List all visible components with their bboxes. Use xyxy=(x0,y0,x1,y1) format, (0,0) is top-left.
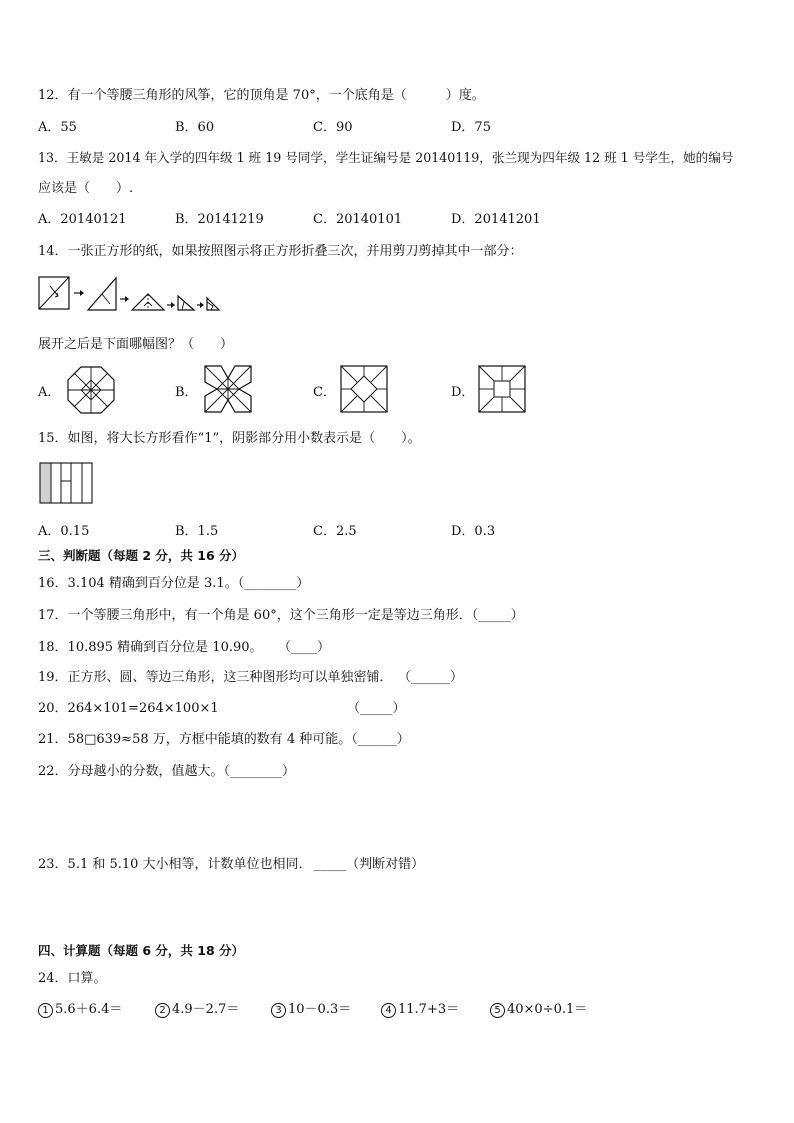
q18-line xyxy=(38,636,330,655)
q12-stem: 12．有一个等腰三角形的风筝，它的顶角是 70°，一个底角是（ ）度。 xyxy=(38,88,485,103)
q22-text: 22．分母越小的分数，值越大。 xyxy=(38,764,224,779)
calc-item-1 xyxy=(38,998,122,1018)
q16-line xyxy=(38,572,309,591)
q21-text: 21．58□639≈58 万，方框中能填的数有 4 种可能。 xyxy=(38,732,352,747)
q23-line xyxy=(38,853,424,872)
circled-number: 2 xyxy=(155,1003,170,1018)
q12-option-d: D．75 xyxy=(451,120,491,135)
q24-stem: 24．口算。 xyxy=(38,971,107,986)
q21-line xyxy=(38,728,410,747)
q17-answer-blank[interactable]: （_____） xyxy=(471,608,524,623)
q15-option-c: C．2.5 xyxy=(313,524,357,539)
q16-answer-blank[interactable]: （________） xyxy=(237,576,310,591)
calc-expr: 10－0.3＝ xyxy=(288,1002,352,1017)
circled-number: 5 xyxy=(490,1003,505,1018)
q16-text: 16．3.104 精确到百分位是 3.1。 xyxy=(38,576,238,591)
q15-stem: 15．如图，将大长方形看作“1”，阴影部分用小数表示是（ ）。 xyxy=(38,431,421,446)
q13-option-b: B．20141219 xyxy=(175,212,264,227)
q14-option-c: C． xyxy=(313,385,336,400)
q14-option-a: A． xyxy=(38,385,61,400)
circled-number: 3 xyxy=(271,1003,286,1018)
q13-stem-line1: 13．王敏是 2014 年入学的四年级 1 班 19 号同学，学生证编号是 20140119，张兰现为四年级 12 班 1 号学生，她的编号 xyxy=(38,150,734,165)
q23-text: 23．5.1 和 5.10 大小相等，计数单位也相同． xyxy=(38,857,312,872)
q15-option-a: A．0.15 xyxy=(38,524,90,539)
calc-item-2 xyxy=(155,998,239,1018)
q12-option-c: C．90 xyxy=(313,120,353,135)
q12-option-b: B．60 xyxy=(175,120,215,135)
q14-option-b: B． xyxy=(175,385,198,400)
calc-expr: 40×0÷0.1＝ xyxy=(507,1002,588,1017)
calc-expr: 5.6＋6.4＝ xyxy=(55,1002,123,1017)
q14-question: 展开之后是下面哪幅图？（ ） xyxy=(38,337,234,352)
q21-answer-blank[interactable]: （______） xyxy=(351,732,410,747)
q22-line xyxy=(38,760,295,779)
q19-answer-blank[interactable]: （______） xyxy=(404,670,464,685)
calc-expr: 11.7+3＝ xyxy=(398,1002,460,1017)
q12-option-a: A．55 xyxy=(38,120,77,135)
q15-option-b: B．1.5 xyxy=(175,524,219,539)
circled-number: 4 xyxy=(381,1003,396,1018)
q14-stem: 14．一张正方形的纸，如果按照图示将正方形折叠三次，并用剪刀剪掉其中一部分： xyxy=(38,244,523,259)
q22-answer-blank[interactable]: （________） xyxy=(223,764,296,779)
q17-text: 17．一个等腰三角形中，有一个角是 60°，这个三角形一定是等边三角形． xyxy=(38,608,472,623)
section-3-title: 三、判断题（每题 2 分，共 16 分） xyxy=(38,548,245,563)
q19-line xyxy=(38,666,463,685)
q20-text: 20．264×101=264×100×1 xyxy=(38,701,219,716)
q23-answer-blank[interactable]: _____（判断对错） xyxy=(313,857,425,872)
calc-item-4 xyxy=(381,998,459,1018)
q18-text: 18．10.895 精确到百分位是 10.90。 xyxy=(38,640,263,655)
calc-item-3 xyxy=(271,998,351,1018)
q13-option-d: D．20141201 xyxy=(451,212,541,227)
q19-text: 19．正方形、圆、等边三角形，这三种图形均可以单独密铺． xyxy=(38,670,393,685)
q20-answer-blank[interactable]: （_____） xyxy=(347,701,406,716)
circled-number: 1 xyxy=(38,1003,53,1018)
option-c-square-diamond-figure xyxy=(339,364,389,414)
q13-option-c: C．20140101 xyxy=(313,212,403,227)
folding-steps-figure xyxy=(36,272,226,314)
q13-option-a: A．20140121 xyxy=(38,212,127,227)
q18-answer-blank[interactable]: （____） xyxy=(284,640,331,655)
option-b-cross-figure xyxy=(203,364,253,414)
q15-option-d: D．0.3 xyxy=(451,524,496,539)
option-d-square-center-figure xyxy=(477,364,527,414)
q14-option-d: D． xyxy=(451,385,475,400)
rectangle-shaded-figure xyxy=(39,462,93,504)
section-4-title: 四、计算题（每题 6 分，共 18 分） xyxy=(38,943,245,958)
q13-stem-line2: 应该是（ ）. xyxy=(38,181,134,196)
q17-line xyxy=(38,604,524,623)
calc-expr: 4.9－2.7＝ xyxy=(172,1002,240,1017)
calc-item-5 xyxy=(490,998,587,1018)
option-a-octagon-figure xyxy=(66,365,116,415)
